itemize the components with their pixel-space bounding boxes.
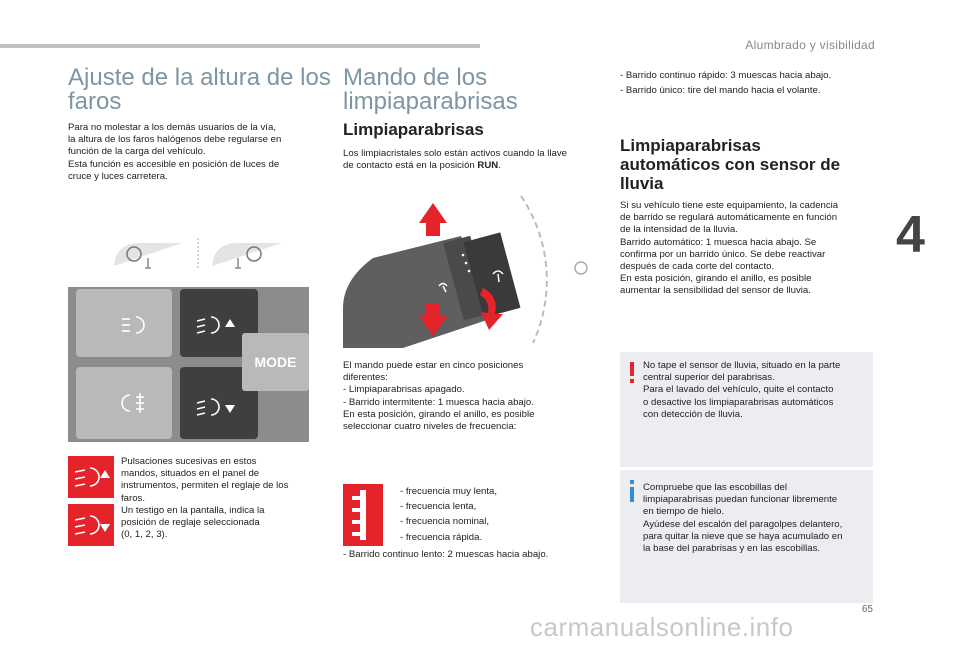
wiper-stalk-diagram bbox=[343, 188, 598, 353]
info-note: Compruebe que las escobillas del limpiaparabrisas puedan funcionar libremente en tiempo de hielo. Ayúdese del escalón del paragolpes delantero, para quitar la nieve que se haya acumulado en la base del parabrisas y en las escobillas. bbox=[620, 470, 873, 603]
watermark: carmanualsonline.info bbox=[530, 612, 794, 642]
headlight-intro: Para no molestar a los demás usuarios de la vía, la altura de los faros halógenos debe regularse en función de la carga del vehículo. Esta función es accesible en posición de luces de cruce y luces carretera. bbox=[68, 122, 282, 182]
wiper-positions: El mando puede estar en cinco posiciones diferentes: - Limpiaparabrisas apagado. - Barrido intermitente: 1 muesca hacia abajo. En esta posición, girando el anillo, es posible seleccionar cuatro niveles de frecuencia: bbox=[343, 360, 535, 433]
vehicle-load-diagram bbox=[112, 236, 284, 272]
height-up-indicator-icon bbox=[68, 456, 114, 498]
wiper-frequency-icon bbox=[343, 484, 383, 546]
headlight-controls-desc: Pulsaciones sucesivas en estos mandos, situados en el panel de instrumentos, permiten el reglaje de los faros. Un testigo en la pantalla, indica la posición de reglaje seleccionada (0, 1, 2, 3). bbox=[121, 456, 289, 541]
frequency-list: - frecuencia muy lenta, - frecuencia lenta, - frecuencia nominal, - frecuencia rápida. bbox=[400, 486, 498, 543]
mode-button: MODE bbox=[242, 333, 309, 391]
wiper-title: Mando de los limpiaparabrisas bbox=[343, 64, 518, 115]
wiper-intro: Los limpiacristales solo están activos cuando la llave de contacto está en la posición RUN. bbox=[343, 148, 567, 172]
headlight-title: Ajuste de la altura de los faros bbox=[68, 64, 331, 115]
dashboard-panel-photo bbox=[68, 287, 309, 442]
page-number: 65 bbox=[861, 604, 873, 615]
header-rule bbox=[0, 44, 480, 48]
section-title: Alumbrado y visibilidad bbox=[745, 38, 875, 52]
warning-icon bbox=[628, 362, 636, 384]
warning-note: No tape el sensor de lluvia, situado en la parte central superior del parabrisas. Para el lavado del vehículo, quite el contacto o desactive los limpiaparabrisas automáticos con detección de lluvia. bbox=[620, 352, 873, 467]
wiper-more-positions: - Barrido continuo rápido: 3 muescas hacia abajo. - Barrido único: tire del mando hacia el volante. bbox=[620, 70, 832, 97]
auto-wiper-title: Limpiaparabrisas automáticos con sensor de lluvia bbox=[620, 136, 841, 193]
chapter-number: 4 bbox=[896, 206, 925, 264]
slow-continuous-item: - Barrido continuo lento: 2 muescas hacia abajo. bbox=[343, 549, 549, 560]
panel-icons bbox=[68, 287, 309, 442]
auto-wiper-body: Si su vehículo tiene este equipamiento, la cadencia de barrido se regulará automáticamente en función de la intensidad de la lluvia. Barrido automático: 1 muesca hacia abajo. Se confirma por un barrido único. Se debe reactivar después de cada corte del contacto. En esta posición, girando el anillo, es posible aumentar la sensibilidad del sensor de lluvia. bbox=[620, 200, 839, 297]
height-down-indicator-icon bbox=[68, 504, 114, 546]
info-icon bbox=[628, 480, 636, 502]
wiper-subtitle: Limpiaparabrisas bbox=[343, 120, 484, 139]
